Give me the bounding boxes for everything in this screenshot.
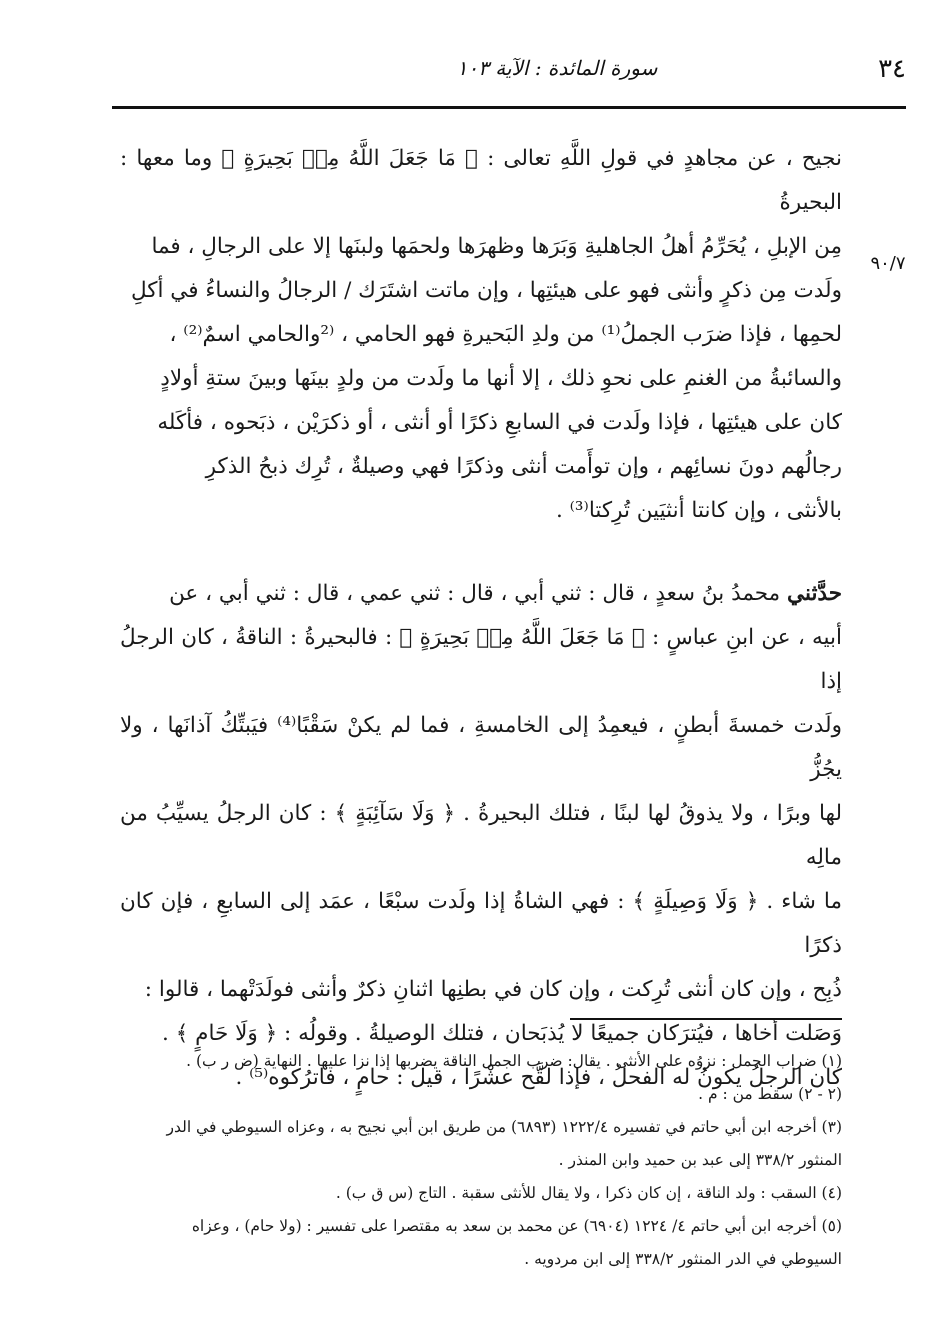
footnote-continuation: المنثور ٣٣٨/٢ إلى عبد بن حميد وابن المنذر .: [558, 1151, 842, 1169]
footnotes: [120, 1045, 842, 1276]
footnote: (٤) السقب : ولد الناقة ، إن كان ذكرا ، ولا يقال للأنثى سقبة . التاج (س ق ب) .: [335, 1184, 842, 1202]
footnote: (١) ضراب الجمل : نزوُه على الأنثى . يقال: ضرب الجمل الناقة يضربها إذا نزا عليها . النهاية (ض ر ب) .: [186, 1052, 842, 1070]
footnote: (٥) أخرجه ابن أبي حاتم ٤/ ١٢٢٤ (٦٩٠٤) عن محمد بن سعد به مقتصرا على تفسير : (ولا حام) ، وعزاه: [191, 1217, 842, 1235]
footnote: (٣) أخرجه ابن أبي حاتم في تفسيره ١٢٢٢/٤ (٦٨٩٣) من طريق ابن أبي نجيح به ، وعزاه السيوطي في الدر: [166, 1118, 842, 1136]
text-line: ما شاء . ﴿ وَلَا وَصِيلَةٍ ﴾ : فهي الشاةُ إذا ولَدت سبْعًا ، عمَد إلى السابعِ ، فإن كان ذكرًا: [120, 889, 842, 958]
text-line: لحمِها ، فإذا ضرَب الجملُ⁽¹⁾ من ولدِ البَحيرةِ فهو الحامي ، ⁽²والحامي اسمٌ⁽²⁾ ،: [169, 322, 842, 347]
text-line: كان على هيئتِها ، فإذا ولَدت في السابعِ ذكرًا أو أنثى ، أو ذكرَيْن ، ذبَحوه ، فأكَله: [157, 410, 842, 435]
text-line: أبيه ، عن ابنِ عباسٍ : ﴿ مَا جَعَلَ اللَّهُ مِنۢ بَحِيرَةٍ ﴾ : فالبحيرةُ : الناقةُ ، كان الرجلُ إذا: [120, 625, 842, 694]
header-rule: [112, 106, 906, 109]
footnote: (٢ - ٢) سقط من : م .: [698, 1085, 842, 1103]
paragraph-1: [120, 137, 842, 533]
text-line: ولَدت خمسةَ أبطنٍ ، فيعمِدُ إلى الخامسةِ ، فما لم يكنْ سَقْبًا⁽⁴⁾ فيَبتِّكُ آذانَها ، ولا يجُزُّ: [120, 713, 842, 782]
footnote-rule: [570, 1018, 842, 1020]
running-head: [112, 46, 906, 96]
text-line-rest: محمدُ بنُ سعدٍ ، قال : ثني أبي ، قال : ثني عمي ، قال : ثني أبي ، عن: [169, 581, 788, 606]
margin-reference: ٩٠/٧: [870, 253, 906, 274]
text-line: ولَدت مِن ذكرٍ وأنثى فهو على هيئتِها ، وإن ماتت اشتَرَك / الرجالُ والنساءُ في أكلِ: [130, 278, 842, 303]
text-line: ذُبِح ، وإن كان أنثى تُرِكت ، وإن كان في بطنِها اثنانِ ذكرٌ وأنثى فولَدَتْهما ، قالوا :: [144, 977, 842, 1002]
text-line: لها وبرًا ، ولا يذوقُ لها لبنًا ، فتلك البحيرةُ . ﴿ وَلَا سَآئِبَةٍ ﴾ : كان الرجلُ يسيِّبُ من مالِه: [120, 801, 842, 870]
page-number: ٣٤: [878, 54, 906, 84]
header-title: سورة المائدة : الآية ١٠٣: [456, 56, 658, 80]
footnote-continuation: السيوطي في الدر المنثور ٣٣٨/٢ إلى ابن مردويه .: [524, 1250, 842, 1268]
text-line: بالأنثى ، وإن كانتا أنثيَين تُرِكتا⁽³⁾ .: [555, 498, 842, 523]
text-line: رجالُهم دونَ نسائِهم ، وإن توأَمت أنثى وذكرًا فهي وصيلةٌ ، تُرِك ذبحُ الذكرِ: [205, 454, 842, 479]
text-line: والسائبةُ من الغنمِ على نحوِ ذلك ، إلا أنها ما ولَدت من ولدٍ بينَها وبينَ ستةِ أولادٍ: [160, 366, 842, 391]
text-line: كان الرجلُ يكونُ له الفحلُ ، فإذا لقَّح عشْرًا ، قيل : حامٍ ، فاترُكوه⁽⁵⁾ .: [235, 1065, 842, 1090]
text-line: وَصَلت أخاها ، فيُترَكان جميعًا لا يُذبَحان ، فتلك الوصيلةُ . وقولُه : ﴿ وَلَا حَامٍ ﴾ .: [162, 1021, 842, 1046]
paragraph-2: [120, 572, 842, 1100]
text-line: [120, 572, 842, 616]
text-line: مِن الإبلِ ، يُحَرِّمُ أهلُ الجاهليةِ وَبَرَها وظهرَها ولحمَها ولبنَها إلا على الرجالِ ، فما: [151, 234, 842, 259]
text-line: نجيح ، عن مجاهدٍ في قولِ اللَّهِ تعالى : ﴿ مَا جَعَلَ اللَّهُ مِنۢ بَحِيرَةٍ ﴾ وما معها : البحيرةُ: [120, 146, 842, 215]
paragraph-lead-word: حدَّثني: [787, 581, 842, 606]
